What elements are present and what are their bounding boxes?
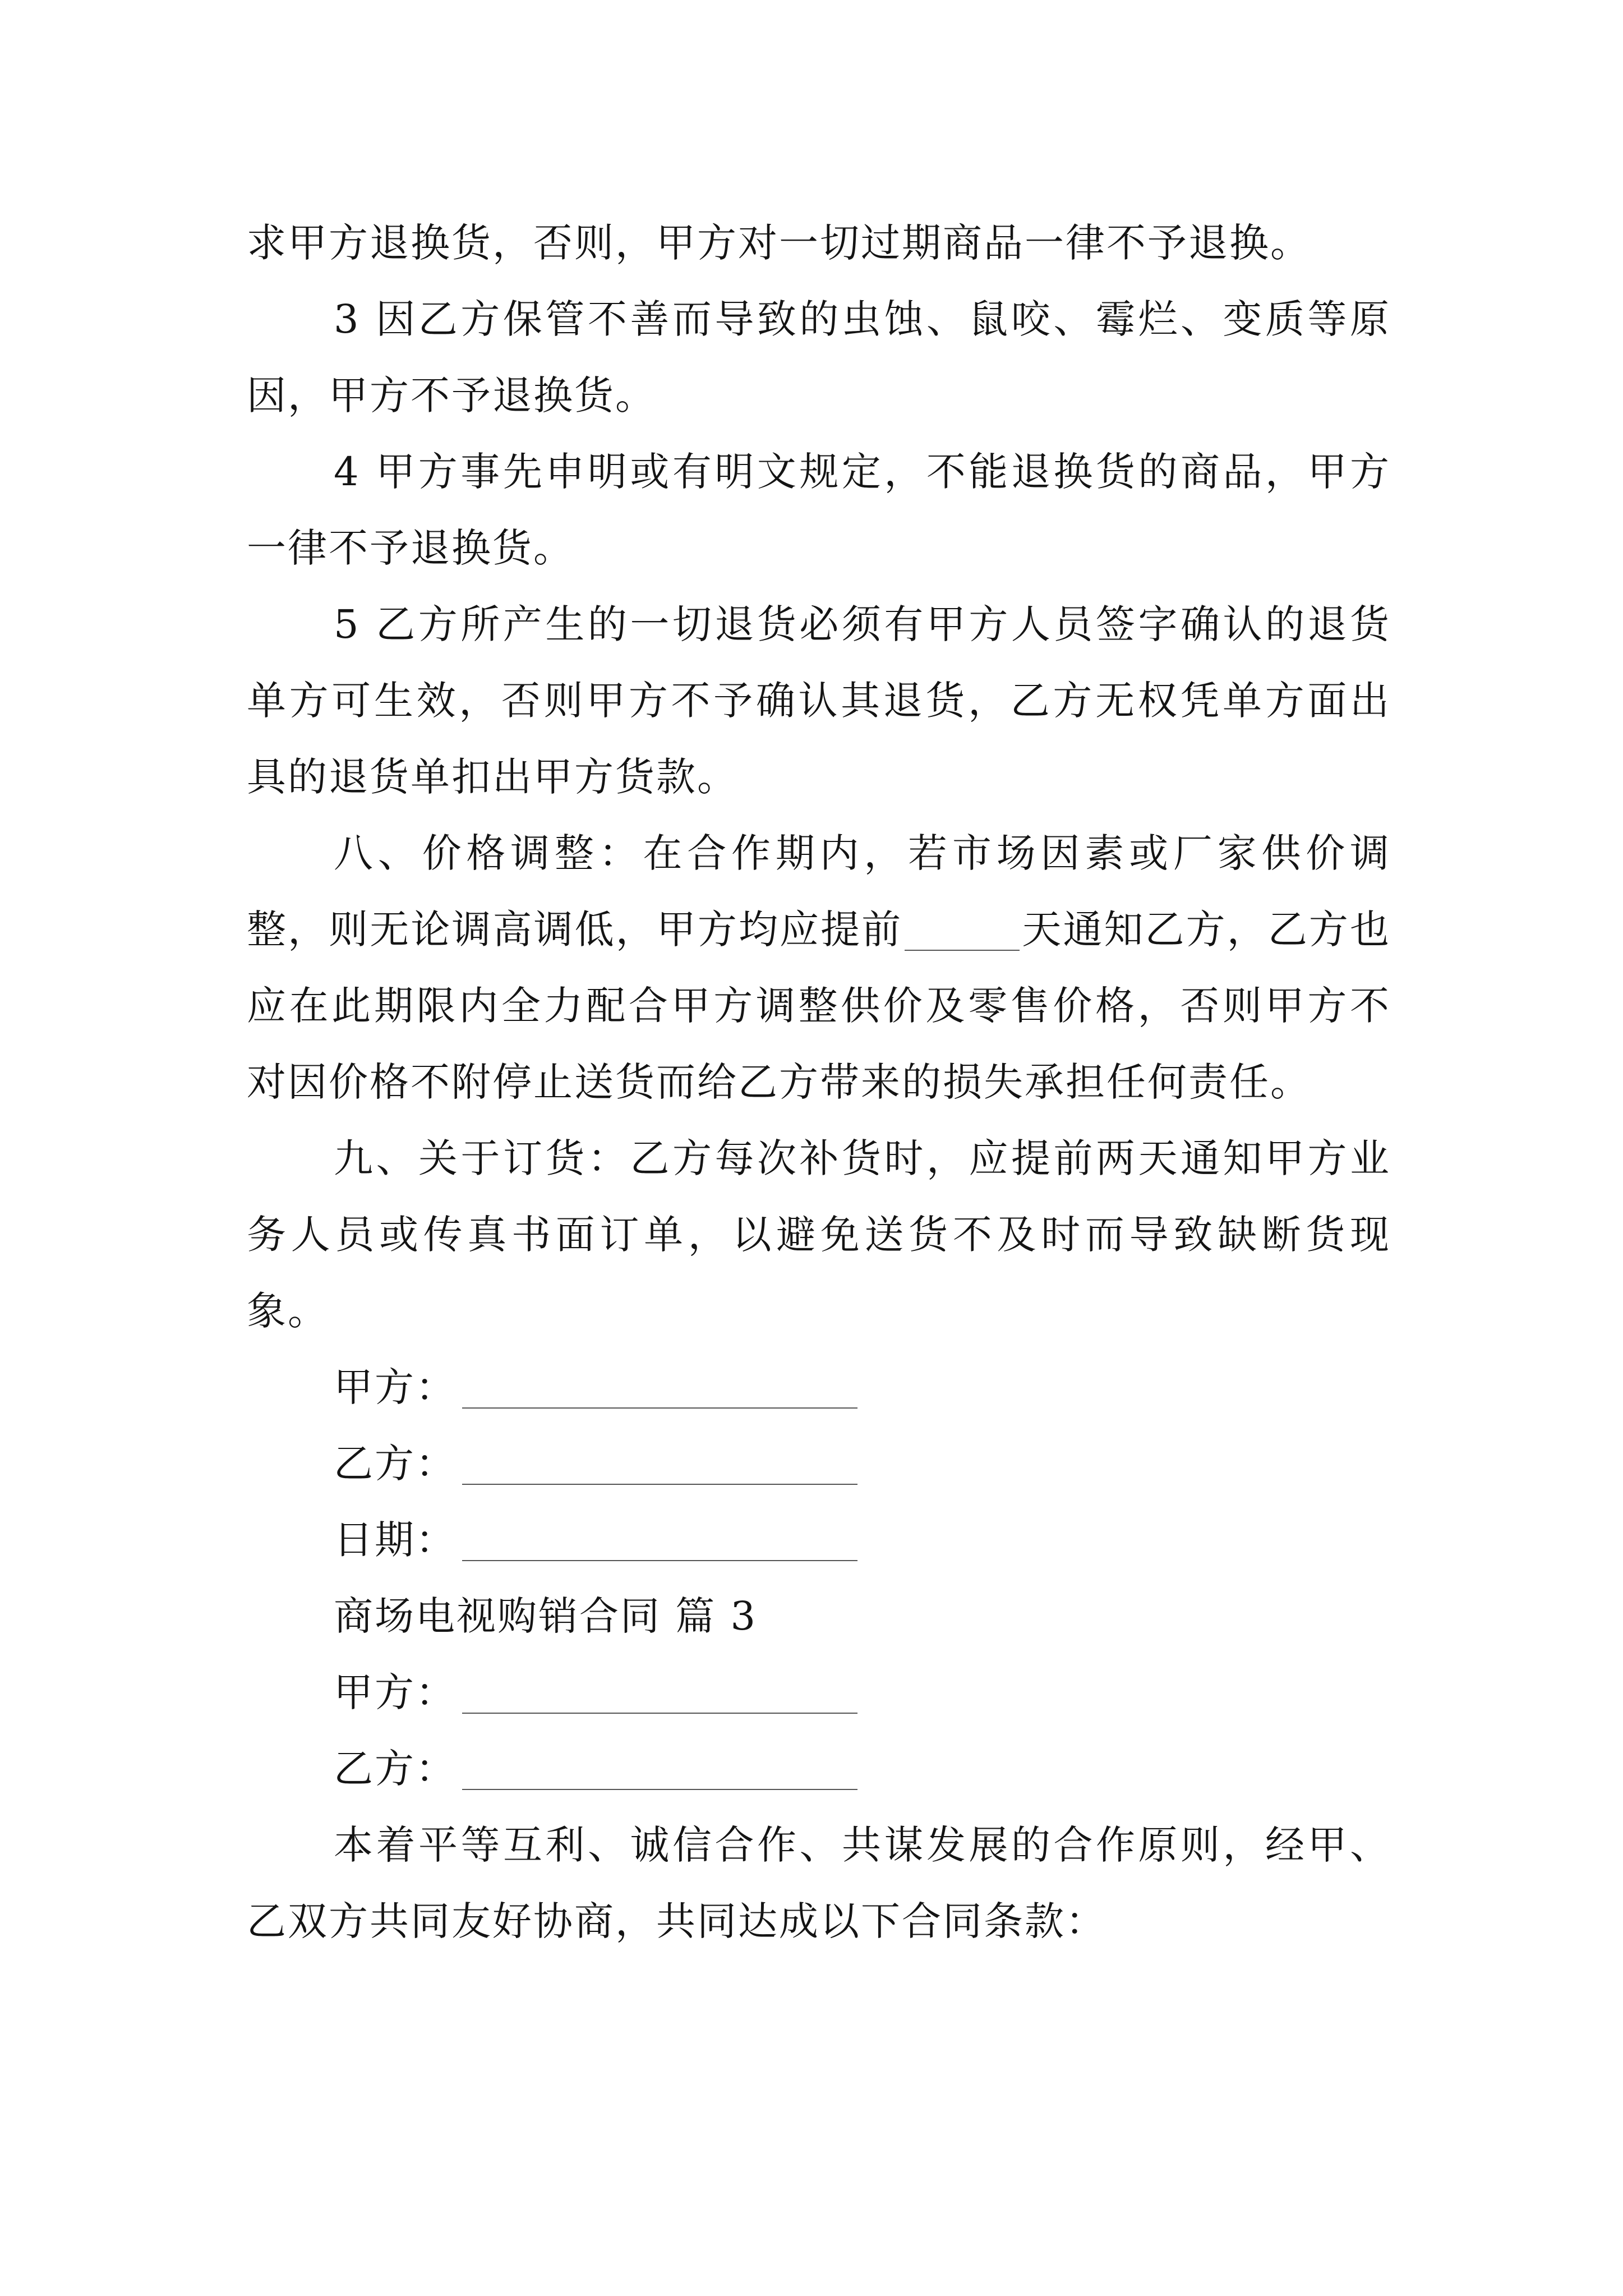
- party-a-label-2: 甲方：: [334, 1669, 457, 1715]
- price-clause-after: 天通知乙方，乙方也应在此期限内全力配合甲方调整供价及零售价格，否则甲方不对因价格不附停止送货而给乙方带来的损失承担任何责任。: [247, 907, 1391, 1105]
- price-clause-before: 八、价格调整：在合作期内，若市场因素或厂家供价调整，则无论调高调低，甲方均应提前: [247, 830, 1391, 953]
- document-body: [247, 205, 1391, 1959]
- paragraph-intro: 本着平等互利、诚信合作、共谋发展的合作原则，经甲、乙双方共同友好协商，共同达成以下合同条款：: [247, 1822, 1391, 1944]
- party-b-blank: [462, 1483, 857, 1485]
- signature-party-a-2: [247, 1654, 1391, 1731]
- signature-party-b: [247, 1425, 1391, 1502]
- party-a-blank: [462, 1407, 857, 1409]
- paragraph-clause-3: 3 因乙方保管不善而导致的虫蚀、鼠咬、霉烂、变质等原因，甲方不予退换货。: [247, 296, 1391, 418]
- party-a-blank-2: [462, 1712, 857, 1714]
- signature-party-a: [247, 1349, 1391, 1425]
- date-label: 日期：: [334, 1517, 457, 1563]
- party-b-label-2: 乙方：: [334, 1746, 457, 1792]
- paragraph-clause-5: 5 乙方所产生的一切退货必须有甲方人员签字确认的退货单方可生效，否则甲方不予确认其退货，乙方无权凭单方面出具的退货单扣出甲方货款。: [247, 601, 1391, 800]
- signature-party-b-2: [247, 1731, 1391, 1807]
- party-b-label: 乙方：: [334, 1441, 457, 1487]
- signature-date: [247, 1502, 1391, 1578]
- paragraph-return-policy-end: 求甲方退换货，否则，甲方对一切过期商品一律不予退换。: [247, 220, 1311, 266]
- party-b-blank-2: [462, 1788, 857, 1790]
- section-title: 商场电视购销合同 篇 3: [334, 1593, 758, 1639]
- paragraph-ordering: 九、关于订货：乙方每次补货时，应提前两天通知甲方业务人员或传真书面订单，以避免送货不及时而导致缺断货现象。: [247, 1135, 1391, 1334]
- date-blank: [462, 1559, 857, 1561]
- paragraph-clause-4: 4 甲方事先申明或有明文规定，不能退换货的商品，甲方一律不予退换货。: [247, 449, 1391, 571]
- days-blank: [905, 950, 1020, 951]
- paragraph-price-adjustment: [247, 815, 1391, 1120]
- party-a-label: 甲方：: [334, 1364, 457, 1410]
